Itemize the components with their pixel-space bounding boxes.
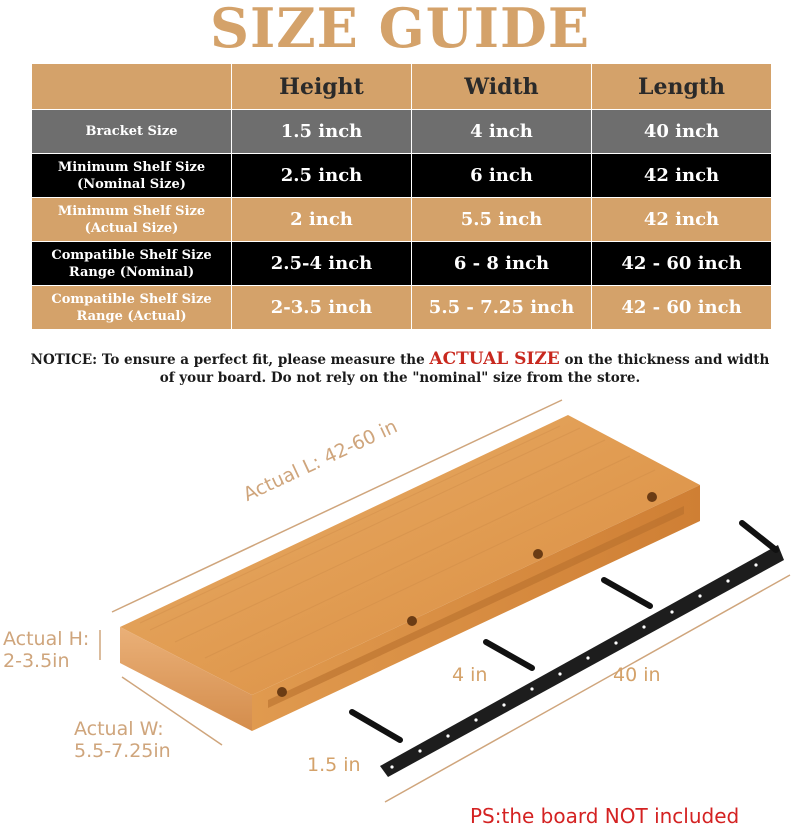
actual-width-label xyxy=(74,718,171,762)
row-label xyxy=(32,198,232,242)
actual-width-label-line2: 5.5-7.25in xyxy=(74,740,171,762)
actual-height-label-line2: 2-3.5in xyxy=(3,650,70,672)
bracket-height-label: 1.5 in xyxy=(307,754,361,776)
shelf-hole xyxy=(407,616,417,626)
row-label-line: Bracket Size xyxy=(85,124,178,139)
table-header-row xyxy=(32,64,772,110)
shelf-illustration xyxy=(0,390,800,833)
table-row xyxy=(32,154,772,198)
cell-height: 2 inch xyxy=(232,198,412,242)
cell-length: 40 inch xyxy=(592,110,772,154)
notice-prefix: NOTICE: To ensure a perfect fit, please measure the xyxy=(30,352,425,368)
actual-height-label-line1: Actual H: xyxy=(3,628,90,650)
page-title: SIZE GUIDE xyxy=(209,0,591,60)
table-row xyxy=(32,286,772,330)
cell-width: 4 inch xyxy=(412,110,592,154)
shelf-hole xyxy=(533,549,543,559)
cell-height: 2.5-4 inch xyxy=(232,242,412,286)
notice-highlight: ACTUAL SIZE xyxy=(429,349,560,369)
shelf-hole xyxy=(277,687,287,697)
row-label xyxy=(32,242,232,286)
row-label xyxy=(32,154,232,198)
cell-length: 42 - 60 inch xyxy=(592,286,772,330)
row-label-line: Minimum Shelf Size xyxy=(57,159,206,175)
size-table xyxy=(31,63,772,330)
row-label-line: Compatible Shelf Size xyxy=(51,247,212,263)
cell-width: 6 - 8 inch xyxy=(412,242,592,286)
row-label-line: Compatible Shelf Size xyxy=(51,291,212,307)
footer-note: PS:the board NOT included xyxy=(470,804,740,828)
cell-height: 2-3.5 inch xyxy=(232,286,412,330)
actual-width-label-line1: Actual W: xyxy=(74,718,164,740)
row-label xyxy=(32,286,232,330)
table-row xyxy=(32,198,772,242)
table-row xyxy=(32,110,772,154)
row-label-line: Minimum Shelf Size xyxy=(57,203,206,219)
row-label-line: (Nominal Size) xyxy=(77,176,186,192)
column-header-blank xyxy=(32,64,232,110)
row-label-line: (Actual Size) xyxy=(84,220,179,236)
actual-height-label xyxy=(3,628,89,672)
cell-width: 5.5 - 7.25 inch xyxy=(412,286,592,330)
cell-length: 42 inch xyxy=(592,154,772,198)
cell-width: 5.5 inch xyxy=(412,198,592,242)
bracket-arm-label: 4 in xyxy=(452,664,488,686)
cell-length: 42 - 60 inch xyxy=(592,242,772,286)
row-label-line: Range (Nominal) xyxy=(68,264,195,280)
table-row xyxy=(32,242,772,286)
notice-suffix: on the thickness and width of your board. Do not rely on the "nominal" size from the store. xyxy=(159,352,770,386)
column-header-length: Length xyxy=(592,64,772,110)
bracket-length-label: 40 in xyxy=(613,664,661,686)
cell-height: 1.5 inch xyxy=(232,110,412,154)
column-header-width: Width xyxy=(412,64,592,110)
cell-length: 42 inch xyxy=(592,198,772,242)
notice-text xyxy=(30,350,770,387)
column-header-height: Height xyxy=(232,64,412,110)
shelf-hole xyxy=(647,492,657,502)
cell-width: 6 inch xyxy=(412,154,592,198)
actual-length-label: Actual L: 42-60 in xyxy=(240,415,401,506)
cell-height: 2.5 inch xyxy=(232,154,412,198)
row-label xyxy=(32,110,232,154)
row-label-line: Range (Actual) xyxy=(76,308,187,324)
